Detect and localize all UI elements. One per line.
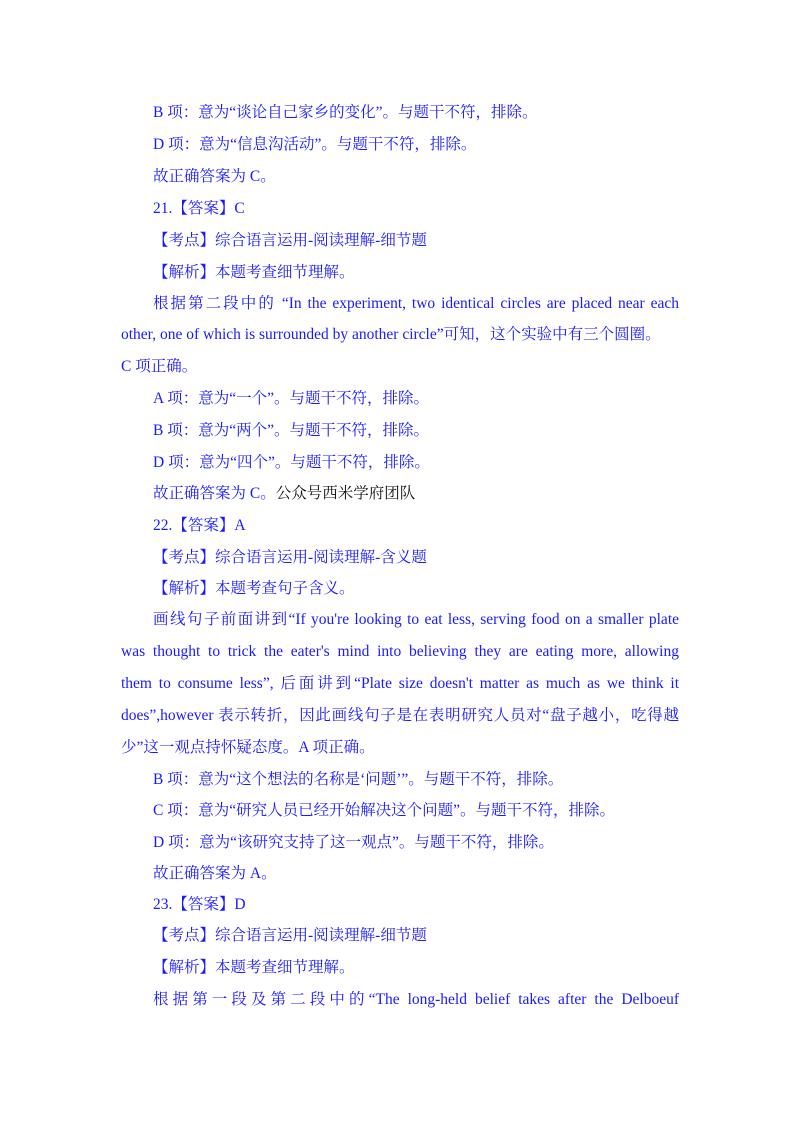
analysis-label-q21: 【解析】本题考查细节理解。 xyxy=(153,264,355,281)
option-b-explanation-q22: B 项：意为“这个想法的名称是‘问题’”。与题干不符，排除。 xyxy=(153,771,564,788)
analysis-text-q22-line2: was thought to trick the eater's mind into believing they are eating more, allowing xyxy=(121,643,679,660)
option-d-explanation-q21: D 项：意为“四个”。与题干不符，排除。 xyxy=(153,454,430,471)
correct-answer-q21-text: 故正确答案为 C。 xyxy=(153,485,276,502)
test-point-q22: 【考点】综合语言运用-阅读理解-含义题 xyxy=(153,549,427,566)
option-b-explanation-q21: B 项：意为“两个”。与题干不符，排除。 xyxy=(153,422,429,439)
analysis-text-q21-line3: C 项正确。 xyxy=(121,358,198,375)
option-a-explanation-q21: A 项：意为“一个”。与题干不符，排除。 xyxy=(153,390,429,407)
analysis-text-q21-line1: 根据第二段中的 “In the experiment, two identical circles are placed near each xyxy=(153,295,679,312)
analysis-text-q22-line4: does”,however 表示转折，因此画线句子是在表明研究人员对“盘子越小，吃得越 xyxy=(121,707,679,724)
analysis-text-q23-line1: 根据第一段及第二段中的“The long-held belief takes after the Delboeuf xyxy=(153,991,679,1008)
option-c-explanation-q22: C 项：意为“研究人员已经开始解决这个问题”。与题干不符，排除。 xyxy=(153,802,615,819)
correct-answer-q22: 故正确答案为 A。 xyxy=(153,865,277,882)
analysis-text-q22-line5: 少”这一观点持怀疑态度。A 项正确。 xyxy=(121,739,375,756)
analysis-text-q21-line2: other, one of which is surrounded by another circle”可知，这个实验中有三个圆圈。 xyxy=(121,326,661,343)
test-point-q21: 【考点】综合语言运用-阅读理解-细节题 xyxy=(153,232,427,249)
option-b-explanation-q20: B 项：意为“谈论自己家乡的变化”。与题干不符，排除。 xyxy=(153,104,538,121)
test-point-q23: 【考点】综合语言运用-阅读理解-细节题 xyxy=(153,927,427,944)
option-d-explanation-q20: D 项：意为“信息沟活动”。与题干不符，排除。 xyxy=(153,136,477,153)
watermark-text: 公众号西米学府团队 xyxy=(275,485,416,502)
correct-answer-q21 xyxy=(153,484,415,504)
answer-heading-q23: 23.【答案】D xyxy=(153,896,246,913)
analysis-text-q22-line1: 画线句子前面讲到“If you're looking to eat less, serving food on a smaller plate xyxy=(153,611,679,628)
analysis-label-q23: 【解析】本题考查细节理解。 xyxy=(153,959,355,976)
option-d-explanation-q22: D 项：意为“该研究支持了这一观点”。与题干不符，排除。 xyxy=(153,834,554,851)
correct-answer-q20: 故正确答案为 C。 xyxy=(153,168,276,185)
answer-heading-q22: 22.【答案】A xyxy=(153,517,246,534)
analysis-text-q22-line3: them to consume less”, 后面讲到“Plate size doesn't matter as much as we think it xyxy=(121,675,679,692)
answer-heading-q21: 21.【答案】C xyxy=(153,200,245,217)
analysis-label-q22: 【解析】本题考查句子含义。 xyxy=(153,580,355,597)
